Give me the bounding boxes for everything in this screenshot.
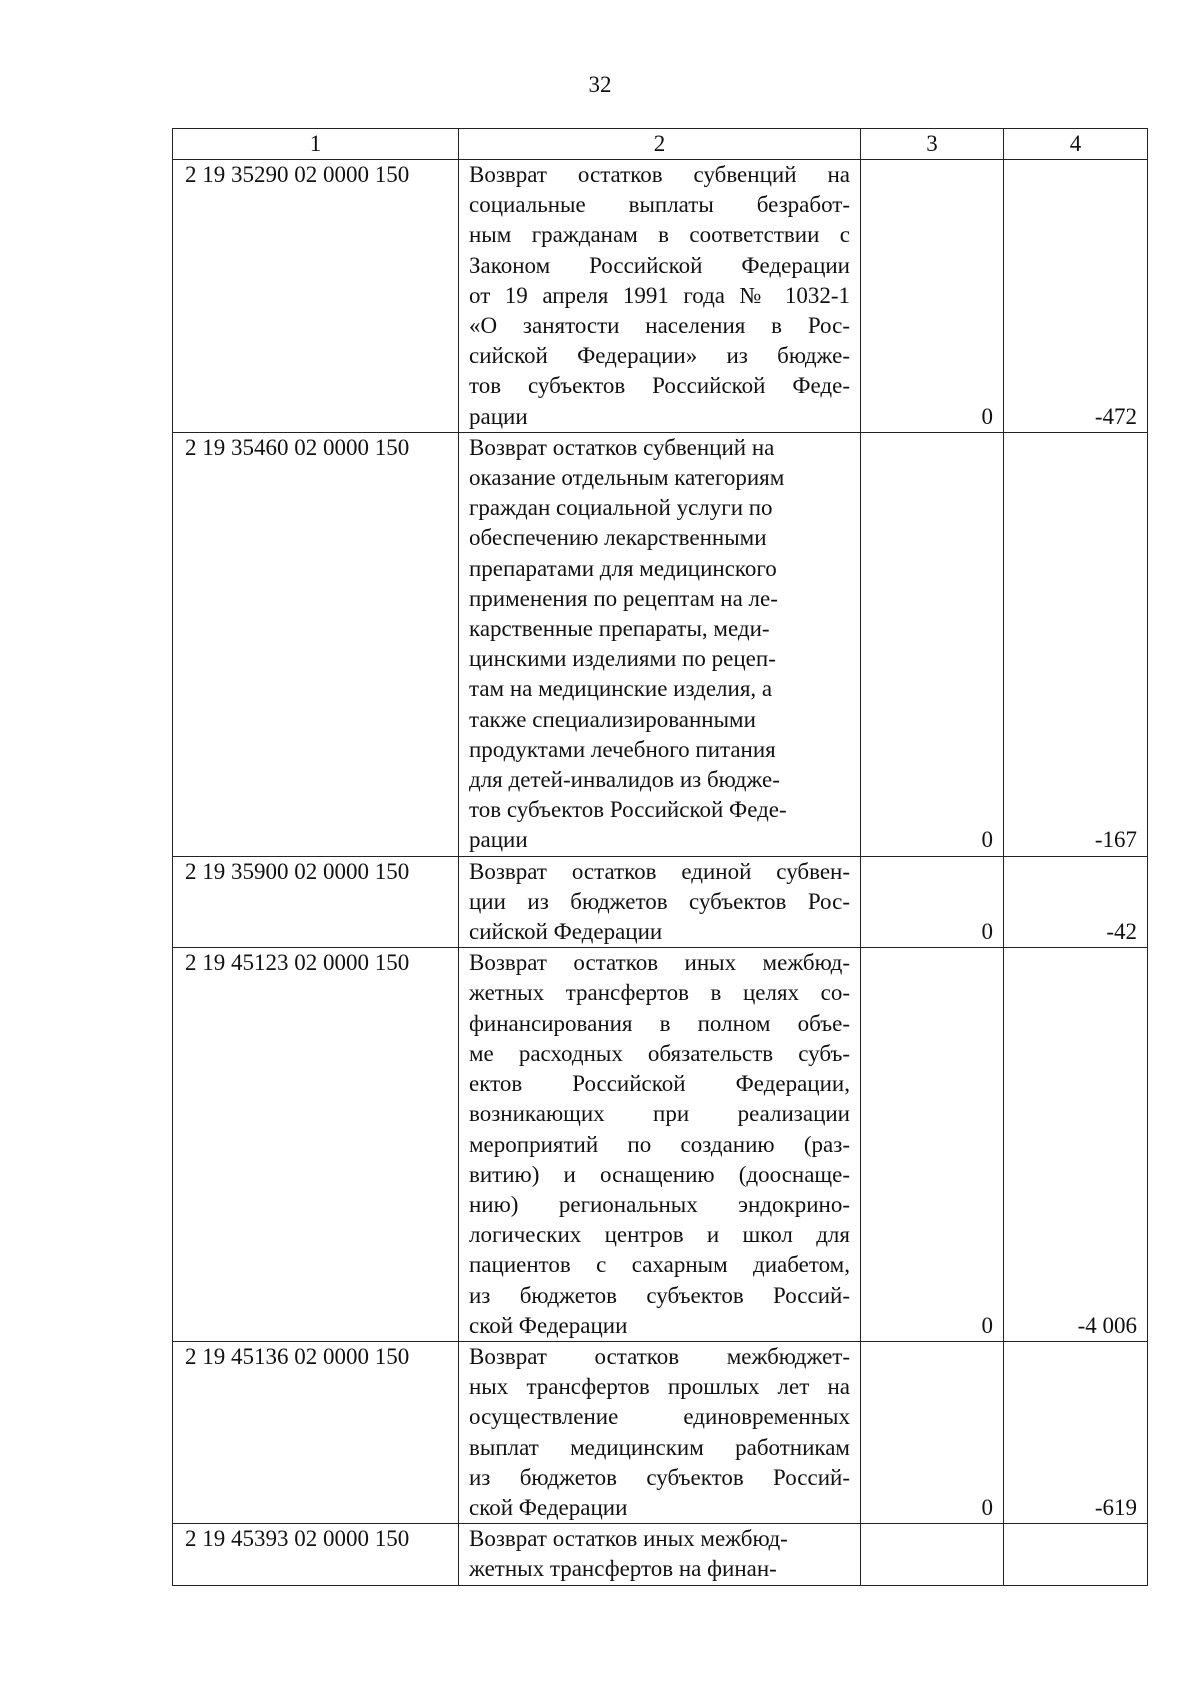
description-line: из бюджетов субъектов Россий-	[469, 1464, 850, 1490]
description-cell	[459, 1341, 861, 1523]
description-line: карственные препараты, меди-	[469, 616, 770, 642]
description-line: обеспечению лекарственными	[469, 525, 767, 551]
description-line: «О занятости населения в Рос-	[469, 313, 850, 339]
value-col-3	[861, 1524, 1004, 1585]
table-row	[173, 1341, 1148, 1523]
description-line: граждан социальной услуги по	[469, 495, 773, 521]
description-line: ской Федерации	[469, 1494, 628, 1520]
description-line: тов субъектов Российской Феде-	[469, 797, 787, 823]
description-line: сийской Федерации» из бюдже-	[469, 343, 850, 369]
value-col-4: -472	[1004, 160, 1148, 433]
header-col-4: 4	[1004, 129, 1148, 160]
page-number: 32	[588, 72, 612, 97]
description-line: мероприятий по созданию (раз-	[469, 1131, 850, 1157]
value-col-4: -42	[1004, 856, 1148, 948]
description-line: Возврат остатков иных межбюд-	[469, 1526, 788, 1552]
value-col-3: 0	[861, 1341, 1004, 1523]
description-line: ным гражданам в соответствии с	[469, 222, 850, 248]
description-line: финансирования в полном объе-	[469, 1010, 850, 1036]
description-cell	[459, 160, 861, 433]
table-row	[173, 856, 1148, 948]
description-cell	[459, 856, 861, 948]
description-line: ской Федерации	[469, 1312, 628, 1338]
description-cell	[459, 1524, 861, 1585]
description-line: возникающих при реализации	[469, 1101, 850, 1127]
description-line: социальные выплаты безработ-	[469, 192, 850, 218]
description-line: продуктами лечебного питания	[469, 736, 776, 762]
description-cell	[459, 948, 861, 1342]
table-row	[173, 432, 1148, 856]
header-col-2: 2	[459, 129, 861, 160]
description-line: тов субъектов Российской Феде-	[469, 373, 850, 399]
budget-code-cell: 2 19 45393 02 0000 150	[173, 1524, 459, 1585]
budget-code-cell: 2 19 45136 02 0000 150	[173, 1341, 459, 1523]
description-line: витию) и оснащению (дооснаще-	[469, 1161, 850, 1187]
description-line: Законом Российской Федерации	[469, 252, 850, 278]
header-col-1: 1	[173, 129, 459, 160]
header-col-3: 3	[861, 129, 1004, 160]
description-line: выплат медицинским работникам	[469, 1434, 850, 1460]
budget-code-cell: 2 19 35460 02 0000 150	[173, 432, 459, 856]
description-line: логических центров и школ для	[469, 1222, 850, 1248]
value-col-3: 0	[861, 160, 1004, 433]
budget-code-cell: 2 19 45123 02 0000 150	[173, 948, 459, 1342]
table-row	[173, 1524, 1148, 1585]
description-line: сийской Федерации	[469, 919, 663, 945]
budget-code-cell: 2 19 35900 02 0000 150	[173, 856, 459, 948]
description-line: ции из бюджетов субъектов Рос-	[469, 888, 850, 914]
description-line: также специализированными	[469, 706, 756, 732]
description-line: препаратами для медицинского	[469, 555, 777, 581]
description-line: пациентов с сахарным диабетом,	[469, 1252, 850, 1278]
value-col-3: 0	[861, 856, 1004, 948]
description-line: ных трансфертов прошлых лет на	[469, 1374, 850, 1400]
description-line: Возврат остатков единой субвен-	[469, 858, 850, 884]
value-col-4: -619	[1004, 1341, 1148, 1523]
description-line: рации	[469, 403, 528, 429]
table-header-row	[173, 129, 1148, 160]
description-line: Возврат остатков субвенций на	[469, 434, 775, 460]
description-line: Возврат остатков межбюджет-	[469, 1343, 850, 1369]
value-col-3: 0	[861, 948, 1004, 1342]
description-line: ме расходных обязательств субъ-	[469, 1040, 850, 1066]
description-line: рации	[469, 827, 528, 853]
description-line: Возврат остатков иных межбюд-	[469, 950, 850, 976]
description-line: от 19 апреля 1991 года № 1032-1	[469, 282, 850, 308]
budget-code-cell: 2 19 35290 02 0000 150	[173, 160, 459, 433]
description-line: цинскими изделиями по рецеп-	[469, 646, 776, 672]
description-line: там на медицинские изделия, а	[469, 676, 773, 702]
description-line: для детей-инвалидов из бюдже-	[469, 767, 780, 793]
description-line: оказание отдельным категориям	[469, 465, 785, 491]
description-line: ектов Российской Федерации,	[469, 1071, 850, 1097]
description-line: Возврат остатков субвенций на	[469, 162, 850, 187]
table-row	[173, 160, 1148, 433]
value-col-4	[1004, 1524, 1148, 1585]
budget-table	[172, 128, 1148, 1586]
value-col-4: -167	[1004, 432, 1148, 856]
description-line: осуществление единовременных	[469, 1404, 850, 1430]
description-line: из бюджетов субъектов Россий-	[469, 1282, 850, 1308]
description-line: применения по рецептам на ле-	[469, 585, 778, 611]
description-cell	[459, 432, 861, 856]
value-col-3: 0	[861, 432, 1004, 856]
description-line: жетных трансфертов на финан-	[469, 1556, 777, 1582]
description-line: нию) региональных эндокрино-	[469, 1191, 850, 1217]
value-col-4: -4 006	[1004, 948, 1148, 1342]
table-row	[173, 948, 1148, 1342]
description-line: жетных трансфертов в целях со-	[469, 980, 850, 1006]
